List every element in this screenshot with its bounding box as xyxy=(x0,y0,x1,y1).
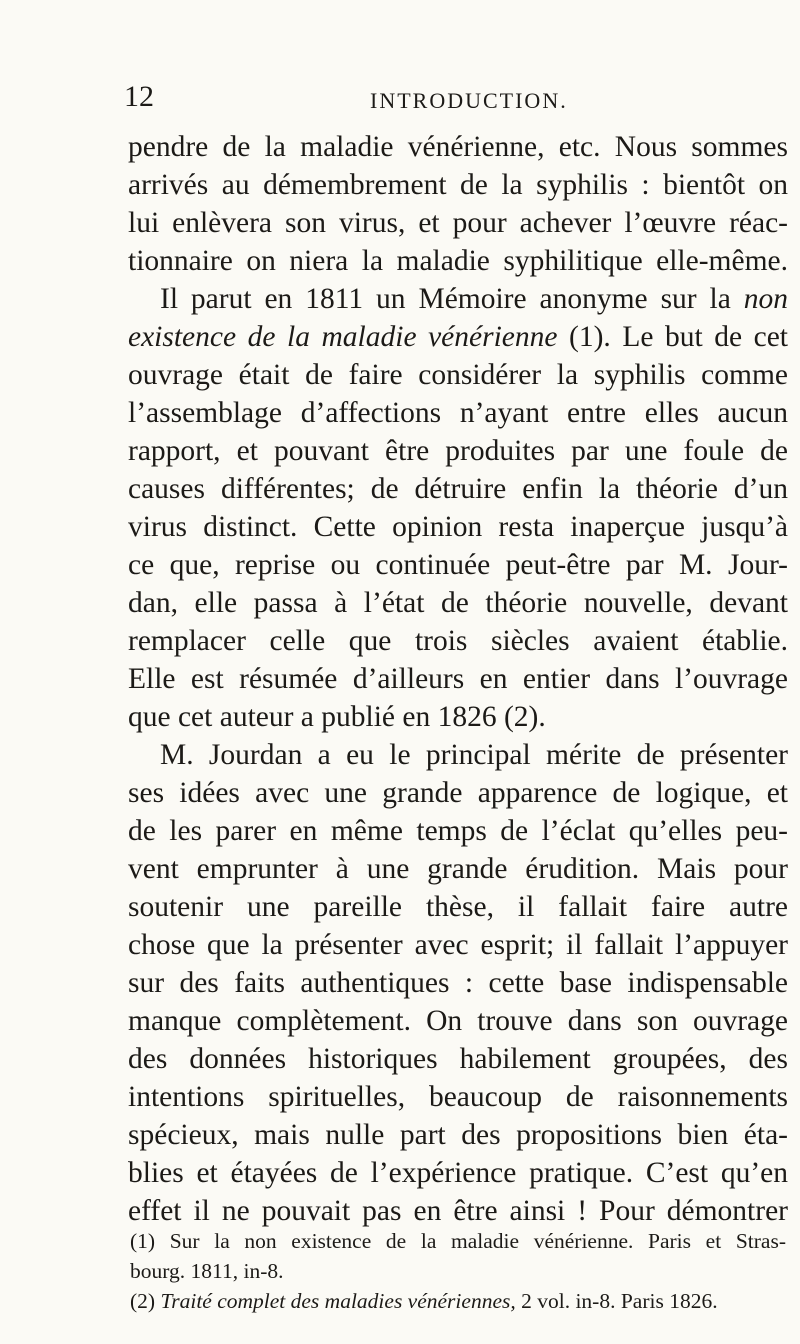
text-line: blies et étayées de l’expérience pratique. C’est qu’en xyxy=(128,1157,788,1189)
text-line: ouvrage était de faire considérer la syphilis comme xyxy=(128,359,788,391)
text-line: spécieux, mais nulle part des propositions bien éta- xyxy=(128,1119,788,1151)
footnotes xyxy=(130,1226,786,1316)
footnote-2-marker: (2) xyxy=(130,1289,161,1313)
footnote-2 xyxy=(130,1286,786,1316)
page-number: 12 xyxy=(124,80,154,113)
text-line: arrivés au démembrement de la syphilis : bientôt on xyxy=(128,169,788,201)
footnote-1-continuation: bourg. 1811, in-8. xyxy=(130,1259,284,1283)
main-text xyxy=(128,128,788,1230)
text-line: intentions spirituelles, beaucoup de raisonnements xyxy=(128,1081,788,1113)
running-title: INTRODUCTION. xyxy=(370,88,568,113)
footnote-2-title: Traité complet des maladies vénériennes, xyxy=(160,1289,516,1313)
italic-title-word: non xyxy=(743,283,788,315)
running-header xyxy=(124,78,784,116)
text-line: M. Jourdan a eu le principal mérite de présenter xyxy=(160,739,788,771)
text-line: de les parer en même temps de l’éclat qu’elles peu- xyxy=(128,815,788,847)
footnote-1: (1) Sur la non existence de la maladie vénérienne. Paris et Stras- xyxy=(130,1229,786,1253)
text-line: manque complètement. On trouve dans son ouvrage xyxy=(128,1005,788,1037)
text-line: Elle est résumée d’ailleurs en entier dans l’ouvrage xyxy=(128,663,788,695)
text-line: dan, elle passa à l’état de théorie nouvelle, devant xyxy=(128,587,788,619)
text-line: chose que la présenter avec esprit; il fallait l’appuyer xyxy=(128,929,788,961)
text-line: soutenir une pareille thèse, il fallait faire autre xyxy=(128,891,788,923)
text-line: ce que, reprise ou continuée peut-être par M. Jour- xyxy=(128,549,788,581)
text-line: vent emprunter à une grande érudition. Mais pour xyxy=(128,853,788,885)
text-line: sur des faits authentiques : cette base indispensable xyxy=(128,967,788,999)
text-line: que cet auteur a publié en 1826 (2). xyxy=(128,701,546,733)
text-line: des données historiques habilement groupées, des xyxy=(128,1043,788,1075)
text-line: l’assemblage d’affections n’ayant entre elles aucun xyxy=(128,397,788,429)
text-line: tionnaire on niera la maladie syphilitique elle-même. xyxy=(128,245,788,277)
footnote-2-details: 2 vol. in-8. Paris 1826. xyxy=(515,1289,718,1313)
text-line-with-italic xyxy=(128,280,788,318)
text-line: effet il ne pouvait pas en être ainsi ! Pour démontrer xyxy=(128,1195,788,1227)
text-line: remplacer celle que trois siècles avaient établie. xyxy=(128,625,788,657)
text-line: rapport, et pouvant être produites par une foule de xyxy=(128,435,788,467)
text-line: ses idées avec une grande apparence de logique, et xyxy=(128,777,788,809)
italic-title: existence de la maladie vénérienne xyxy=(128,321,558,353)
text-segment: (1). Le but de cet xyxy=(557,321,788,353)
text-segment: Il parut en 1811 un Mémoire anonyme sur la xyxy=(160,283,744,315)
text-line: virus distinct. Cette opinion resta inaperçue jusqu’à xyxy=(128,511,788,543)
text-line: lui enlèvera son virus, et pour achever l’œuvre réac- xyxy=(128,207,788,239)
text-line: causes différentes; de détruire enfin la théorie d’un xyxy=(128,473,788,505)
text-line: pendre de la maladie vénérienne, etc. Nous sommes xyxy=(128,131,788,163)
text-line-with-italic xyxy=(128,318,788,356)
